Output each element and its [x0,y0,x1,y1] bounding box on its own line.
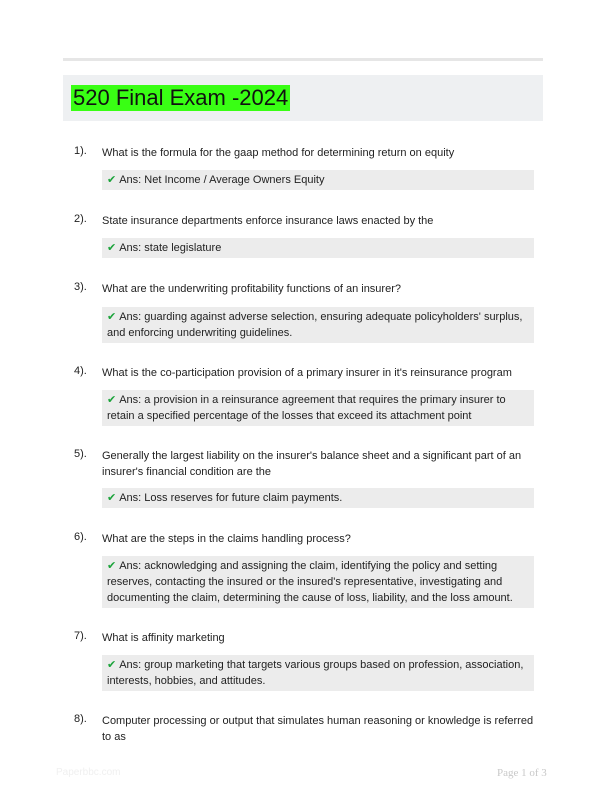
check-icon: ✔ [107,492,117,504]
answer-box [102,238,534,258]
answer-box [102,170,534,190]
question-number: 4). [74,365,87,377]
answer-text: Ans: Loss reserves for future claim payments. [119,492,343,504]
answer-box [102,655,534,691]
question-text: What are the steps in the claims handling process? [102,533,351,545]
question-text: What is affinity marketing [102,632,225,644]
check-icon: ✔ [107,311,117,323]
question-number: 6). [74,531,87,543]
question-number: 1). [74,145,87,157]
check-icon: ✔ [107,659,117,671]
page-number: Page 1 of 3 [497,767,547,779]
question-number: 5). [74,448,87,460]
question-number: 3). [74,281,87,293]
answer-text: Ans: group marketing that targets various groups based on profession, association, interests, hobbies, and attitudes. [107,659,524,687]
document-title: 520 Final Exam -2024 [73,85,289,110]
question-number: 2). [74,213,87,225]
question-text: Generally the largest liability on the insurer's balance sheet and a significant part of an insurer's financial condition are the [102,450,522,478]
answer-box [102,556,534,608]
check-icon: ✔ [107,174,117,186]
question-number: 7). [74,630,87,642]
answer-text: Ans: a provision in a reinsurance agreement that requires the primary insurer to retain a specified percentage of the losses that exceed its attachment point [107,394,506,422]
question-text: What is the co-participation provision of a primary insurer in it's reinsurance program [102,367,512,379]
answer-box [102,307,534,343]
question-text: What are the underwriting profitability functions of an insurer? [102,283,401,295]
answer-box [102,390,534,426]
question-text: What is the formula for the gaap method for determining return on equity [102,147,455,159]
check-icon: ✔ [107,394,117,406]
footer-watermark: Paperbbc.com [56,767,121,778]
answer-text: Ans: Net Income / Average Owners Equity [119,174,325,186]
answer-text: Ans: acknowledging and assigning the claim, identifying the policy and setting reserves, contacting the insured or the insured's representative, investigating and documenting the claim, determining the cause of loss, liability, and the loss amount. [107,560,513,604]
check-icon: ✔ [107,242,117,254]
question-text: State insurance departments enforce insurance laws enacted by the [102,215,434,227]
question-text: Computer processing or output that simulates human reasoning or knowledge is referred to as [102,715,534,743]
answer-text: Ans: state legislature [119,242,222,254]
check-icon: ✔ [107,560,117,572]
question-number: 8). [74,713,87,725]
answer-text: Ans: guarding against adverse selection, ensuring adequate policyholders' surplus, and enforcing underwriting guidelines. [107,311,523,339]
title-bar [63,75,543,121]
answer-box [102,488,534,508]
top-divider [63,58,543,61]
